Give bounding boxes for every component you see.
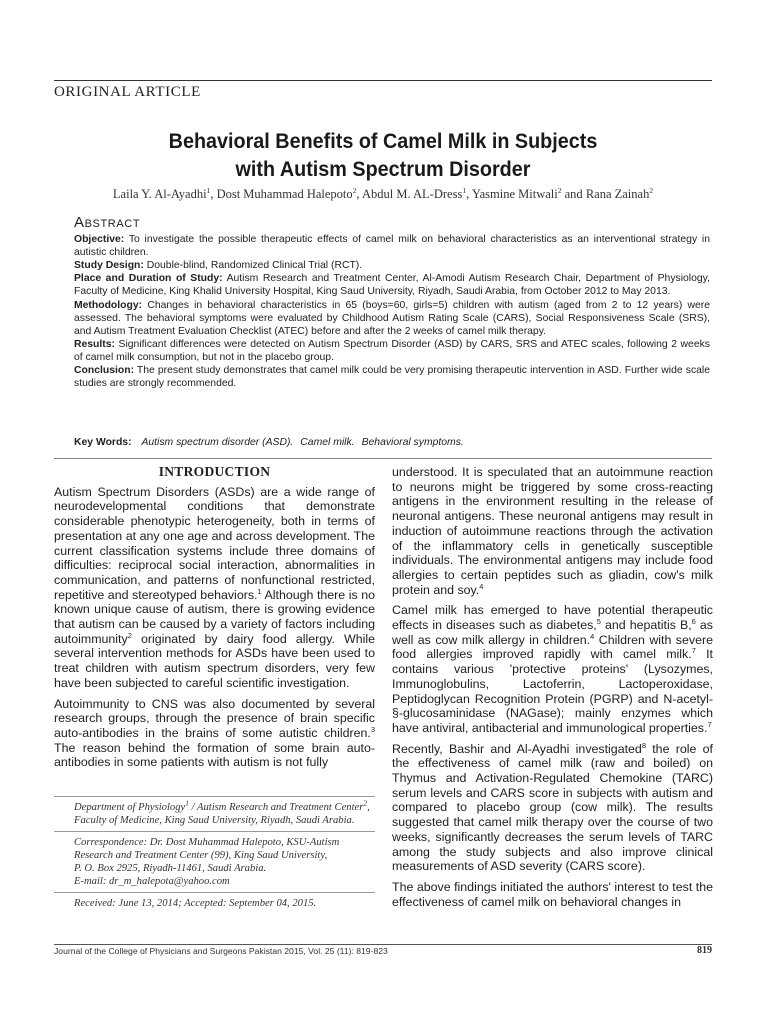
abstract-item [74,338,710,364]
author-name: Abdul M. AL-Dress [361,187,463,201]
text-run: Children with severe food allergies improved rapidly with camel milk. [392,632,713,662]
citation-ref: 1 [185,798,189,808]
citation-ref: 3 [370,724,375,734]
text-run: the role of the effectiveness of camel milk (raw and boiled) on Thymus and Activation-Regulated Chemokine (TARC) serum levels and CARS score in subjects with autism and compared to placebo group (cow milk). The results suggested that camel milk therapy over the course of two weeks, significantly decreases the serum levels of TARC among the study subjects and also improve clinical measurements of ASD severity (CARS score). [392,741,713,874]
introduction-heading: INTRODUCTION [158,464,271,479]
text-run: It contains various 'protective proteins' (Lysozymes, Immunoglobulins, Lactoferrin, Lactoperoxidase, Peptidoglycan Recognition Protein (PGRP) and N-acetyl-§-glucosaminidase (NAGase); mainly enzymes which have antiviral, antibacterial and immunological properties. [392,647,713,735]
abstract-item-label: Methodology: [74,299,143,311]
abstract-item-label: Place and Duration of Study: [74,273,223,285]
paragraph [392,880,713,909]
paragraph [392,603,713,735]
text-run: and hepatitis B, [600,618,692,633]
text-run: Recently, Bashir and Al-Ayadhi investigated [392,741,642,756]
correspondence-line: P. O. Box 2925, Riyadh-11461, Saudi Arabia. [74,863,267,874]
citation-ref: 4 [590,631,595,641]
abstract-item-text: Significant differences were detected on Autism Spectrum Disorder (ASD) by CARS, SRS and ATEC scales, following 2 weeks of camel milk consumption, but not in the placebo group. [74,338,710,363]
title-line-2: with Autism Spectrum Disorder [235,157,531,181]
paragraph [392,465,713,597]
text-run: Autoimmunity to CNS was also documented by several research groups, through the presence of brain specific auto-antibodies in the brains of some autistic children. [54,696,375,740]
text-run: The reason behind the formation of some brain auto-antibodies in some patients with autism is not fully [54,740,375,770]
author-list [54,187,712,202]
text-run: The above findings initiated the authors' interest to test the effectiveness of camel milk on behavioral changes in [392,879,713,909]
right-column [392,465,713,915]
introduction-right-text [392,465,713,909]
text-run: , Faculty of Medicine, King Saud University, Riyadh, Saudi Arabia. [74,802,370,826]
author-name: Dost Muhammad Halepoto [216,187,353,201]
author-separator: , [356,187,362,201]
citation-ref: 2 [127,630,132,640]
article-type-label: ORIGINAL ARTICLE [54,84,201,100]
author-name: Yasmine Mitwali [471,187,558,201]
abstract-divider [54,458,712,459]
text-run: Department of Physiology [74,802,186,813]
abstract-heading: Abstract [74,214,141,231]
abstract-item-label: Results: [74,338,115,350]
keyword: Autism spectrum disorder (ASD). [141,437,294,448]
left-column [54,465,375,776]
text-run: Camel milk has emerged to have potential therapeutic effects in diseases such as diabetes, [392,603,713,633]
citation-ref: 2 [363,798,368,808]
text-run: / Autism Research and Treatment Center [188,802,364,813]
correspondence-line: Correspondence: Dr. Dost Muhammad Halepoto, KSU-Autism [74,837,340,848]
affiliation-correspondence [54,831,375,892]
text-run: originated by dairy food allergy. While several intervention methods for ASDs have been used to treat children with autism spectrum disorders, very few have been subjected to careful scientific investigation. [54,631,375,690]
author-separator: , [210,187,217,201]
affiliation-box [54,796,375,914]
title-line-1: Behavioral Benefits of Camel Milk in Subjects [168,129,598,153]
footer-rule [54,944,712,945]
citation-ref: 4 [479,581,484,591]
author-separator: and [561,187,586,201]
keyword: Behavioral symptoms. [361,437,464,448]
author-affiliation-mark: 2 [557,185,562,195]
author-affiliation-mark: 1 [206,185,211,195]
abstract-item-label: Objective: [74,234,125,246]
abstract-item-text: To investigate the possible therapeutic effects of camel milk on behavioral characteristics as an interventional strategy in autistic children. [74,234,710,259]
introduction-left-text [54,485,375,770]
abstract-item [74,233,710,259]
abstract-item [74,364,710,390]
keywords-list [134,437,463,448]
affiliation-department [54,796,375,831]
abstract-item-label: Study Design: [74,260,144,272]
abstract-item [74,272,710,298]
correspondence-line: Research and Treatment Center (99), King Saud University, [74,850,328,861]
keywords [74,437,464,448]
correspondence-line: E-mail: dr_m_halepota@yahoo.com [74,876,230,887]
abstract-item [74,299,710,338]
abstract-item-text: Autism Research and Treatment Center, Al-Amodi Autism Research Chair, Department of Physiology, Faculty of Medicine, King Khalid University Hospital, King Saud University, Riyadh, Saudi Arabia, from October 2012 to May 2013. [74,273,710,298]
text-run: Autism Spectrum Disorders (ASDs) are a wide range of neurodevelopmental conditions that demonstrate considerable phenotypic heterogeneity, both in terms of presentation at any one age and across development. The current classification systems include three domains of difficulties: reciprocal social interaction, abnormalities in communication, and patterns of nonfunctional restricted, repetitive and stereotyped behaviors. [54,484,375,602]
abstract-item-text: The present study demonstrates that camel milk could be very promising therapeutic intervention in ASD. Further wide scale studies are strongly recommended. [74,365,710,390]
abstract-body [74,233,710,390]
author-affiliation-mark: 1 [462,185,467,195]
citation-ref: 5 [596,616,601,626]
abstract-item [74,259,710,272]
page-number: 819 [697,945,712,956]
paragraph [54,697,375,771]
keywords-label: Key Words: [74,437,132,448]
citation-ref: 1 [257,586,262,596]
keyword: Camel milk. [300,437,355,448]
citation-ref: 6 [691,616,696,626]
author-affiliation-mark: 2 [649,185,654,195]
citation-ref: 7 [691,646,696,656]
author-separator: , [466,187,472,201]
paragraph [54,485,375,691]
text-run: as well as cow milk allergy in children. [392,618,714,647]
author-name: Laila Y. Al-Ayadhi [112,187,207,201]
text-run: understood. It is speculated that an autoimmune reaction to neurons might be triggered by some cross-reacting antigens in the environment resulting in the release of neuronal antigens. These neuronal antigens may result in induction of autoimmune reactions through the activation of the inflammatory cells in genetically susceptible individuals. The environmental antigens may include food allergies to certain peptides such as gliadin, cow's milk protein and soy. [392,465,713,597]
abstract-item-label: Conclusion: [74,365,135,377]
author-name: Rana Zainah [585,187,650,201]
citation-ref: 7 [707,719,712,729]
header-rule [54,80,712,81]
text-run: Although there is no known unique cause of autism, there is growing evidence that autism can be caused by a variety of factors including autoimmunity [54,587,375,646]
paragraph [392,742,713,874]
abstract-item-text: Double-blind, Randomized Clinical Trial (RCT). [146,260,363,272]
abstract [74,216,710,390]
abstract-item-text: Changes in behavioral characteristics in 65 (boys=60, girls=5) children with autism (aged from 2 to 12 years) were assessed. The behavioral symptoms were evaluated by Childhood Autism Rating Scale (CARS), Social Responsiveness Scale (SRS), and Autism Treatment Evaluation Checklist (ATEC) before and after the 2 weeks of camel milk therapy. [74,299,711,337]
affiliation-dates: Received: June 13, 2014; Accepted: September 04, 2015. [54,892,375,914]
article-title [80,127,685,183]
journal-citation: Journal of the College of Physicians and Surgeons Pakistan 2015, Vol. 25 (11): 819-823 [54,946,388,956]
author-affiliation-mark: 2 [352,185,357,195]
citation-ref: 8 [641,740,646,750]
page-footer [54,946,712,956]
